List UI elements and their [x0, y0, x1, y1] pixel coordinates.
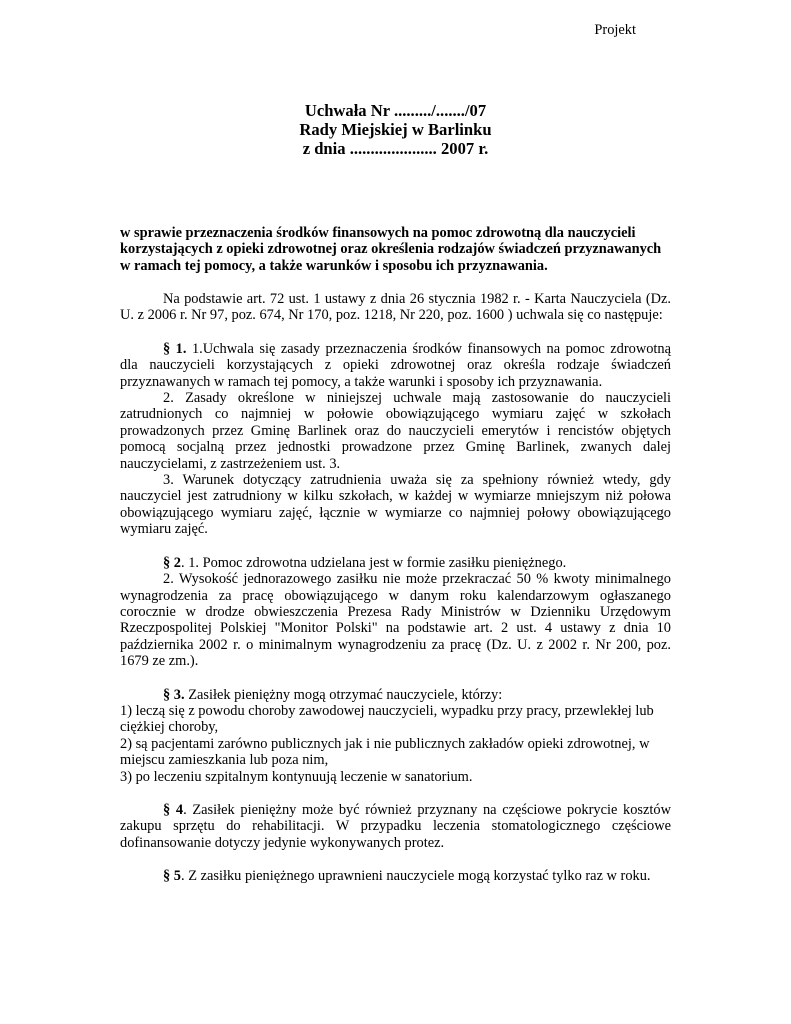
- section-4-mark: § 4: [163, 801, 184, 818]
- section-5: [120, 868, 671, 884]
- section-2-para-2: 2. Wysokość jednorazowego zasiłku nie może przekraczać 50 % kwoty minimalnego wynagrodzenia za pracę obowiązującego w danym roku kalendarzowym ogłaszanego corocznie w drodze obwieszczenia Prezesa Rady Ministrów w Dzienniku Urzędowym Rzeczpospolitej Polskiej "Monitor Polski" na podstawie art. 2 ust. 4 ustawy z dnia 10 października 2002 r. o minimalnym wynagrodzeniu za pracę (Dz. U. z 2002 r. Nr 200, poz. 1679 ze zm.).: [120, 571, 671, 670]
- resolution-subject: w sprawie przeznaczenia środków finansowych na pomoc zdrowotną dla nauczycieli korzystających z opieki zdrowotnej oraz określenia rodzajów świadczeń przyznawanych w ramach tej pomocy, a także warunków i sposobu ich przyznawania.: [120, 225, 662, 274]
- section-4-text: . Zasiłek pieniężny może być również przyznany na częściowe pokrycie kosztów zakupu sprzętu do rehabilitacji. W przypadku leczenia stomatologicznego częściowe dofinansowanie dotyczy jedynie wykonywanych protez.: [120, 801, 671, 851]
- section-4: [120, 802, 671, 851]
- section-3-item-1: 1) leczą się z powodu choroby zawodowej nauczycieli, wypadku przy pracy, przewlekłej lub ciężkiej choroby,: [120, 702, 654, 736]
- section-1-para-3: 3. Warunek dotyczący zatrudnienia uważa się za spełniony również wtedy, gdy nauczyciel jest zatrudniony w kilku szkołach, w każdej w wymiarze mniejszym niż połowa obowiązującego wymiaru zajęć, łącznie w wymiarze co najmniej połowy obowiązującego wymiaru zajęć.: [120, 472, 671, 538]
- section-1-para-1-text: 1.Uchwala się zasady przeznaczenia środków finansowych na pomoc zdrowotną dla nauczycieli korzystających z opieki zdrowotnej oraz określa rodzaje świadczeń przyznawanych w ramach tej pomocy, a także warunki i sposoby ich przyznawania.: [120, 340, 671, 390]
- section-1-mark: § 1.: [163, 340, 187, 357]
- section-3-intro-text: Zasiłek pieniężny mogą otrzymać nauczyciele, którzy:: [184, 686, 503, 703]
- draft-label: Projekt: [594, 22, 636, 38]
- title-line-date: z dnia ..................... 2007 r.: [302, 139, 489, 158]
- resolution-body: [120, 291, 671, 885]
- section-3-mark: § 3.: [163, 686, 185, 703]
- section-2-para-1: [120, 555, 671, 571]
- section-2-mark: § 2: [163, 554, 181, 571]
- preamble: Na podstawie art. 72 ust. 1 ustawy z dnia 26 stycznia 1982 r. - Karta Nauczyciela (Dz. U. z 2006 r. Nr 97, poz. 674, Nr 170, poz. 1218, Nr 220, poz. 1600 ) uchwala się co następuje:: [120, 291, 671, 324]
- section-3-intro: [120, 687, 671, 703]
- section-3-item-2: 2) są pacjentami zarówno publicznych jak i nie publicznych zakładów opieki zdrowotnej, w miejscu zamieszkania lub poza nim,: [120, 735, 650, 769]
- title-line-number: Uchwała Nr ........./......./07: [304, 101, 487, 120]
- section-2-para-1-text: . 1. Pomoc zdrowotna udzielana jest w formie zasiłku pieniężnego.: [181, 554, 567, 571]
- resolution-title: [120, 101, 671, 158]
- section-5-text: . Z zasiłku pieniężnego uprawnieni nauczyciele mogą korzystać tylko raz w roku.: [181, 868, 651, 885]
- section-5-mark: § 5: [163, 868, 181, 885]
- title-line-council: Rady Miejskiej w Barlinku: [299, 120, 492, 139]
- section-1-para-1: [120, 341, 671, 390]
- section-3-item-3: 3) po leczeniu szpitalnym kontynuują leczenie w sanatorium.: [120, 768, 473, 785]
- section-1-para-2: 2. Zasady określone w niniejszej uchwale mają zastosowanie do nauczycieli zatrudnionych co najmniej w połowie obowiązującego wymiaru zajęć w szkołach prowadzonych przez Gminę Barlinek oraz do nauczycieli emerytów i rencistów objętych pomocą socjalną przez jednostki prowadzone przez Gminę Barlinek, zwanych dalej nauczycielami, z zastrzeżeniem ust. 3.: [120, 390, 671, 472]
